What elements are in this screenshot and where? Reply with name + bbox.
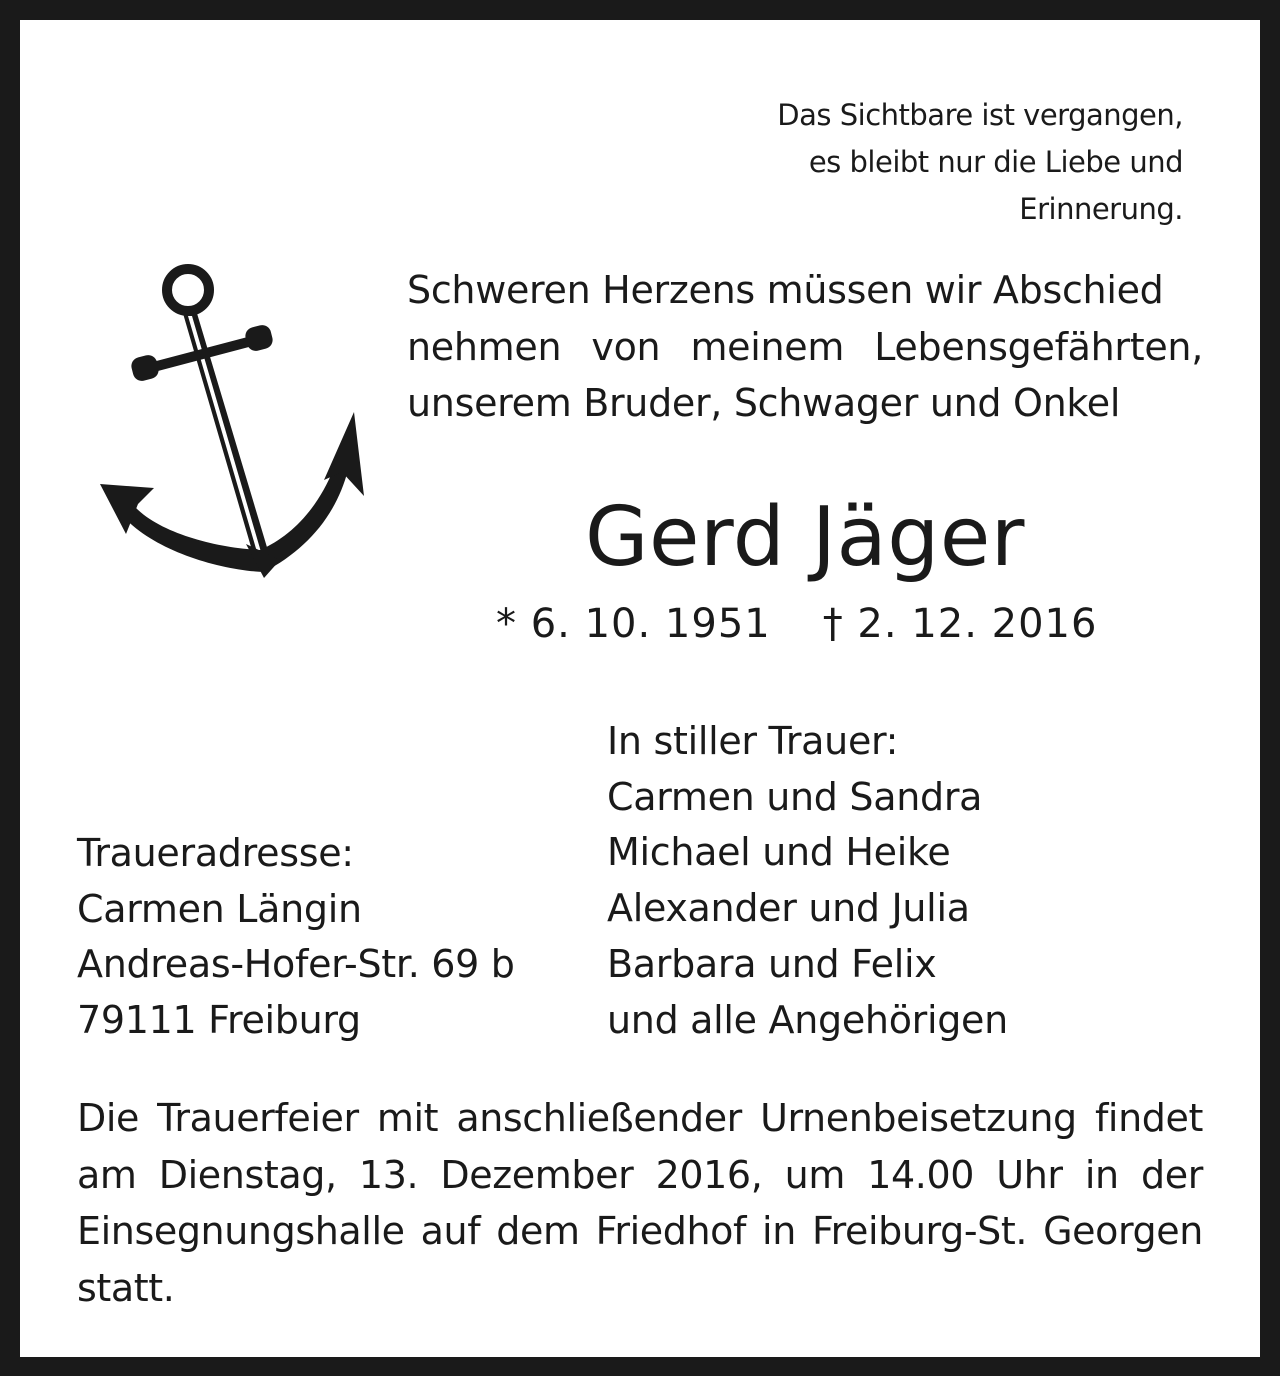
- ceremony-word: am: [77, 1152, 137, 1197]
- ceremony-word: anschließender: [456, 1096, 742, 1140]
- ceremony-word: Die: [77, 1096, 139, 1140]
- mourner-line: Barbara und Felix: [607, 941, 937, 986]
- address-street: Andreas-Hofer-Str. 69 b: [77, 942, 515, 987]
- intro-line: Schweren Herzens müssen wir Abschied: [407, 268, 1164, 312]
- ceremony-word: Dienstag,: [158, 1152, 337, 1197]
- ceremony-word: findet: [1094, 1096, 1203, 1140]
- ceremony-word: um: [784, 1152, 845, 1197]
- birth-date: * 6. 10. 1951: [496, 601, 771, 647]
- anchor-icon: [96, 252, 368, 584]
- ceremony-word: Urnenbeisetzung: [760, 1096, 1077, 1140]
- ceremony-word: Uhr: [996, 1152, 1063, 1197]
- intro-text: [407, 262, 1203, 432]
- ceremony-word: dem: [496, 1209, 580, 1253]
- mourners-block: [607, 714, 1008, 1048]
- mourner-line: und alle Angehörigen: [607, 997, 1008, 1042]
- motto-line: Erinnerung.: [1019, 192, 1183, 226]
- ceremony-word: Friedhof: [595, 1209, 746, 1253]
- ceremony-word: 2016,: [655, 1152, 763, 1197]
- mourner-line: Carmen und Sandra: [607, 774, 983, 819]
- ceremony-line: [77, 1203, 1203, 1260]
- motto-line: es bleibt nur die Liebe und: [808, 145, 1183, 179]
- address-city: 79111 Freiburg: [77, 998, 361, 1043]
- ceremony-word: in: [1084, 1152, 1119, 1197]
- address-name: Carmen Längin: [77, 886, 362, 931]
- ceremony-word: auf: [420, 1209, 481, 1253]
- ceremony-word: Trauerfeier: [157, 1096, 359, 1140]
- ceremony-text: [77, 1090, 1203, 1316]
- intro-word: von: [591, 324, 661, 369]
- ceremony-word: der: [1141, 1152, 1203, 1197]
- motto: [777, 92, 1183, 233]
- ceremony-line: [77, 1090, 1203, 1147]
- death-date: † 2. 12. 2016: [822, 601, 1098, 647]
- ceremony-word: Dezember: [440, 1152, 634, 1197]
- life-dates: [496, 596, 1097, 652]
- mourning-address: [77, 826, 515, 1049]
- mourner-line: Michael und Heike: [607, 830, 951, 875]
- intro-line: [407, 319, 1203, 376]
- ceremony-word: in: [762, 1209, 796, 1253]
- ceremony-word: Freiburg-St.: [811, 1209, 1028, 1253]
- address-heading: Traueradresse:: [77, 831, 354, 875]
- intro-line: unserem Bruder, Schwager und Onkel: [407, 381, 1121, 425]
- ceremony-word: 14.00: [867, 1152, 975, 1197]
- intro-word: nehmen: [407, 324, 562, 369]
- ceremony-line: [77, 1147, 1203, 1204]
- intro-word: meinem: [690, 324, 845, 369]
- motto-line: Das Sichtbare ist vergangen,: [777, 98, 1183, 132]
- ceremony-word: Georgen: [1043, 1209, 1203, 1253]
- mourners-heading: In stiller Trauer:: [607, 719, 899, 763]
- ceremony-line: statt.: [77, 1265, 175, 1310]
- deceased-name: Gerd Jäger: [584, 490, 1026, 585]
- mourner-line: Alexander und Julia: [607, 886, 970, 931]
- intro-word: Lebensgefährten,: [874, 324, 1203, 369]
- ceremony-word: mit: [376, 1096, 439, 1140]
- ceremony-word: Einsegnungshalle: [77, 1209, 405, 1253]
- ceremony-word: 13.: [358, 1152, 419, 1197]
